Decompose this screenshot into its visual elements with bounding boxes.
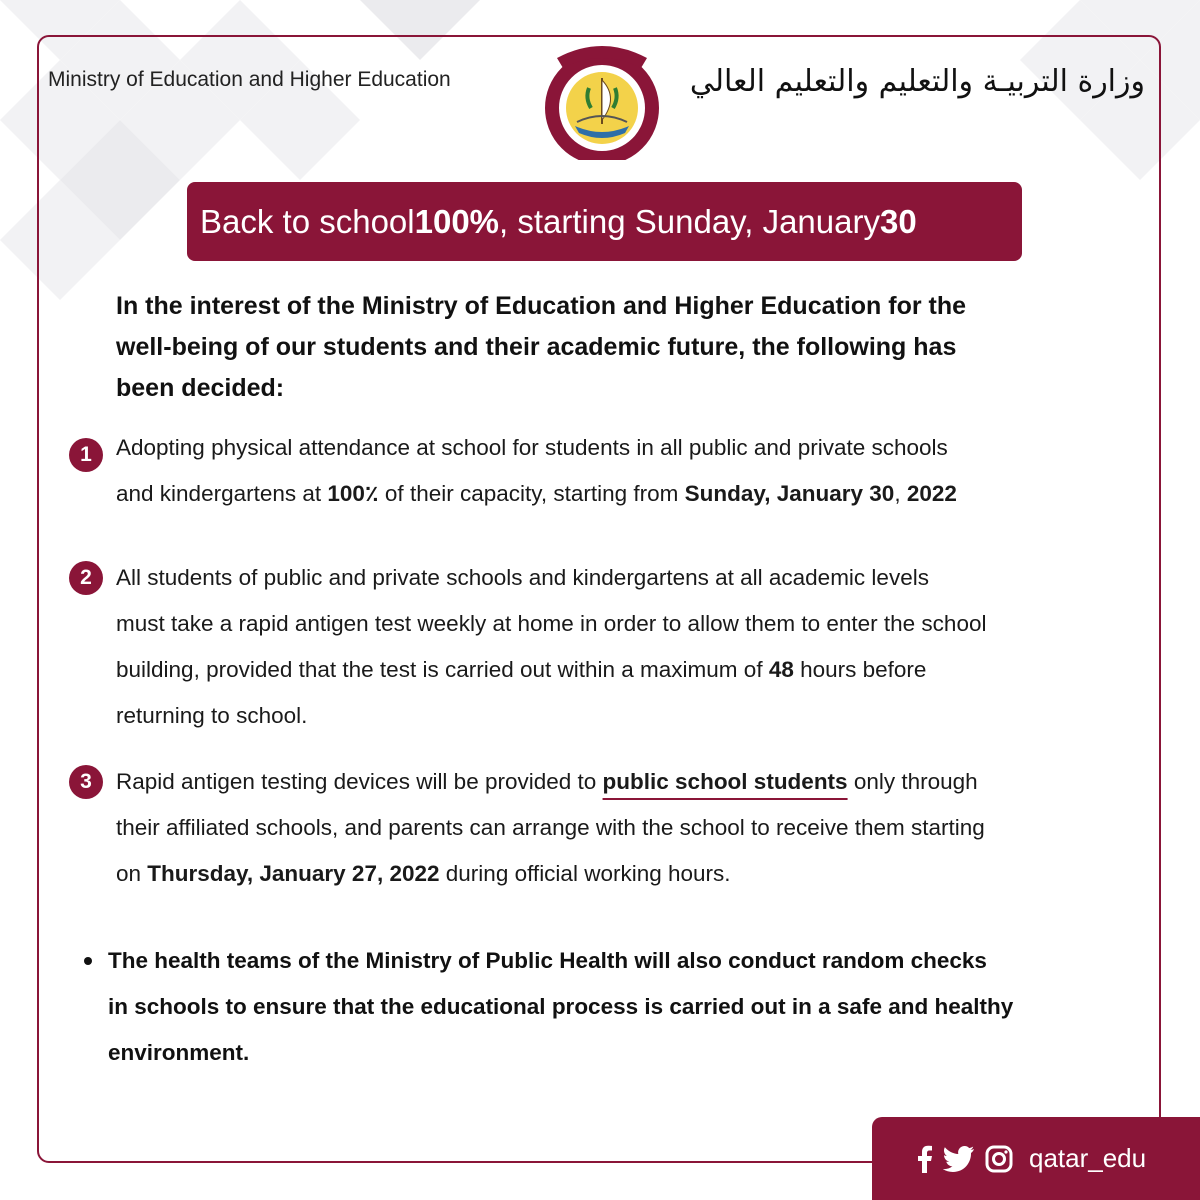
item-year: 2022 xyxy=(906,481,957,506)
item-text-span: and kindergartens at xyxy=(116,481,328,506)
item-date: Thursday, January 27, 2022 xyxy=(147,861,440,886)
intro-line: well-being of our students and their academic future, the following has xyxy=(116,333,957,361)
item-number-badge: 2 xyxy=(69,561,103,595)
underlined-emphasis: public school students xyxy=(602,769,848,794)
item-text-span: hours before xyxy=(793,657,927,682)
item-line: returning to school. xyxy=(116,703,308,728)
item-line xyxy=(116,647,1106,693)
item-line: All students of public and private schools and kindergartens at all academic levels xyxy=(116,565,929,590)
note-line: in schools to ensure that the educational process is carried out in a safe and healthy xyxy=(108,994,1014,1019)
instagram-icon[interactable] xyxy=(985,1145,1013,1173)
item-number-badge: 1 xyxy=(69,438,103,472)
item-line: Adopting physical attendance at school for students in all public and private schools xyxy=(116,435,948,460)
banner-percent: 100% xyxy=(414,202,500,240)
item-hours: 48 xyxy=(768,657,794,682)
banner-text-pre: Back to school xyxy=(200,202,415,240)
intro-line: In the interest of the Ministry of Education and Higher Education for the xyxy=(116,292,967,320)
item-text-span: Rapid antigen testing devices will be provided to xyxy=(116,769,603,794)
item-text-span: on xyxy=(116,861,148,886)
item-date: Sunday, January 30 xyxy=(684,481,895,506)
banner-text-post: , starting Sunday, January xyxy=(499,202,880,240)
item-line xyxy=(116,759,1106,805)
item-text-span: during official working hours. xyxy=(439,861,731,886)
item-text-span: of their capacity, starting from xyxy=(378,481,685,506)
item-text xyxy=(116,759,1106,897)
ministry-name-english: Ministry of Education and Higher Education xyxy=(48,68,451,91)
item-text-span: , xyxy=(894,481,907,506)
ministry-name-arabic: وزارة التربيـة والتعليم والتعليم العالي xyxy=(689,64,1145,99)
note-line: The health teams of the Ministry of Public Health will also conduct random checks xyxy=(108,948,987,973)
banner-day: 30 xyxy=(879,202,917,240)
item-text-span: building, provided that the test is carried out within a maximum of xyxy=(116,657,769,682)
twitter-icon[interactable] xyxy=(943,1146,975,1172)
health-note-text xyxy=(108,938,1138,1076)
item-text xyxy=(116,555,1106,739)
item-line xyxy=(116,471,1106,517)
item-line: their affiliated schools, and parents can arrange with the school to receive them starting xyxy=(116,815,985,840)
item-line xyxy=(116,851,1106,897)
item-percent: 100٪ xyxy=(327,481,379,506)
intro-line: been decided: xyxy=(116,374,285,402)
note-line: environment. xyxy=(108,1040,250,1065)
social-footer xyxy=(872,1117,1200,1200)
item-line: must take a rapid antigen test weekly at home in order to allow them to enter the school xyxy=(116,611,987,636)
social-handle[interactable]: qatar_edu xyxy=(1029,1143,1147,1173)
item-text xyxy=(116,425,1106,517)
item-text-span: only through xyxy=(847,769,978,794)
intro-paragraph xyxy=(116,286,1116,409)
qatar-emblem-logo xyxy=(527,38,677,160)
facebook-icon[interactable] xyxy=(917,1145,933,1173)
item-number-badge: 3 xyxy=(69,765,103,799)
bullet-dot-icon xyxy=(84,957,92,965)
headline-banner xyxy=(187,182,1022,261)
